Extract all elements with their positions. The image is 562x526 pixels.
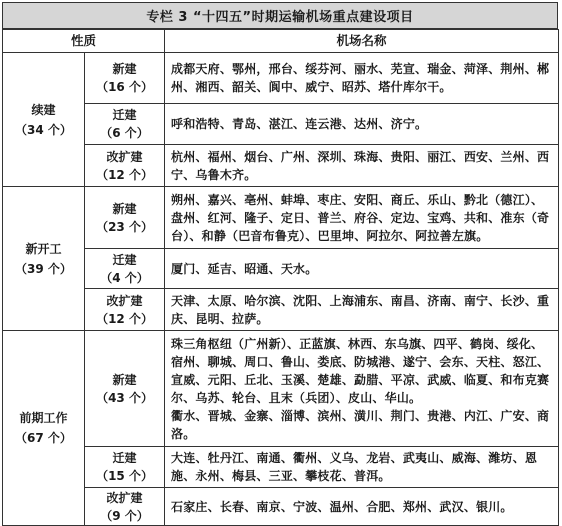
category-cell — [3, 331, 85, 526]
airport-names-cell — [165, 447, 559, 488]
table-row — [3, 249, 559, 289]
airport-names: 呼和浩特、青岛、湛江、连云港、达州、济宁。 — [171, 117, 428, 131]
table-row — [3, 447, 559, 488]
type-count: （6 个） — [100, 126, 149, 140]
type-count: （9 个） — [100, 508, 149, 523]
header-nature: 性质 — [3, 30, 165, 53]
airport-names: 成都天府、鄂州，邢台、绥芬河、丽水、芜宣、瑞金、菏泽、荆州、郴州、湘西、韶关、阆中、威宁、昭苏、塔什库尔干。 — [171, 62, 550, 94]
airport-names: 厦门、延吉、昭通、天水。 — [171, 261, 318, 276]
table-row — [3, 145, 559, 187]
type-cell — [85, 145, 165, 187]
type-label: 迁建 — [112, 451, 137, 465]
type-label: 新建 — [112, 62, 137, 76]
type-count: （4 个） — [100, 270, 149, 285]
category-count: （39 个） — [15, 261, 72, 276]
category-label: 前期工作 — [19, 411, 68, 425]
airport-names-cell — [165, 53, 559, 104]
type-cell — [85, 488, 165, 526]
airport-names: 朔州、嘉兴、亳州、蚌埠、枣庄、安阳、商丘、乐山、黔北（德江）、盘州、红河、隆子、定日、普兰、府谷、定边、宝鸡、共和、准东（奇台）、和静（巴音布鲁克）、巴里坤、阿拉尔、阿拉善左旗。 — [171, 192, 550, 243]
type-cell — [85, 447, 165, 488]
airport-projects-table — [2, 29, 559, 526]
type-label: 改扩建 — [106, 149, 143, 164]
type-cell — [85, 331, 165, 447]
airport-names-cell — [165, 104, 559, 145]
airport-names-continued: 衢水、晋城、金寨、淄博、滨州、潢川、荆门、贵港、内江、广安、商洛。 — [171, 408, 550, 441]
type-count: （12 个） — [96, 311, 153, 326]
type-label: 新建 — [112, 201, 137, 216]
type-count: （23 个） — [96, 219, 153, 234]
table-row — [3, 104, 559, 145]
airport-names: 珠三角枢纽（广州新）、正蓝旗、林西、东乌旗、四平、鹤岗、绥化、宿州、聊城、周口、鲁山、娄底、防城港、遂宁、会东、天柱、怒江、宣威、元阳、丘北、玉溪、楚雄、勐腊、平凉、武威、临夏、和布克赛尔、乌苏、轮台、且末（兵团）、皮山、华山。 — [171, 336, 550, 405]
category-label: 续建 — [31, 102, 56, 117]
table-title: 专栏 3 “十四五”时期运输机场重点建设项目 — [2, 2, 558, 29]
header-airport-name: 机场名称 — [165, 30, 559, 53]
airport-names-cell — [165, 145, 559, 187]
category-count: （34 个） — [15, 122, 72, 137]
airport-names: 石家庄、长春、南京、宁波、温州、合肥、郑州、武汉、银川。 — [171, 499, 513, 514]
airport-names-cell — [165, 249, 559, 289]
type-label: 迁建 — [112, 252, 137, 267]
airport-names: 天津、太原、哈尔滨、沈阳、上海浦东、南昌、济南、南宁、长沙、重庆、昆明、拉萨。 — [171, 293, 550, 326]
type-label: 改扩建 — [106, 490, 143, 505]
type-cell — [85, 289, 165, 331]
airport-names-cell — [165, 187, 559, 249]
airport-names-cell — [165, 289, 559, 331]
type-label: 改扩建 — [106, 293, 143, 308]
type-cell — [85, 53, 165, 104]
category-count: （67 个） — [15, 431, 72, 445]
type-cell — [85, 187, 165, 249]
type-cell — [85, 104, 165, 145]
category-cell — [3, 53, 85, 187]
table-row — [3, 53, 559, 104]
type-cell — [85, 249, 165, 289]
header-row — [3, 30, 559, 53]
table-row — [3, 488, 559, 526]
type-label: 迁建 — [112, 108, 137, 122]
table-row — [3, 289, 559, 331]
type-count: （15 个） — [96, 469, 153, 483]
table-row — [3, 187, 559, 249]
type-label: 新建 — [112, 372, 137, 387]
table-row — [3, 331, 559, 447]
airport-names: 大连、牡丹江、南通、衢州、义乌、龙岩、武夷山、威海、潍坊、恩施、永州、梅县、三亚、攀枝花、普洱。 — [171, 451, 538, 483]
airport-names: 杭州、福州、烟台、广州、深圳、珠海、贵阳、丽江、西安、兰州、西宁、乌鲁木齐。 — [171, 149, 550, 182]
airport-names-cell — [165, 331, 559, 447]
type-count: （12 个） — [96, 167, 153, 182]
type-count: （43 个） — [96, 390, 153, 405]
category-cell — [3, 187, 85, 331]
category-label: 新开工 — [25, 241, 62, 256]
airport-names-cell — [165, 488, 559, 526]
type-count: （16 个） — [96, 80, 153, 94]
